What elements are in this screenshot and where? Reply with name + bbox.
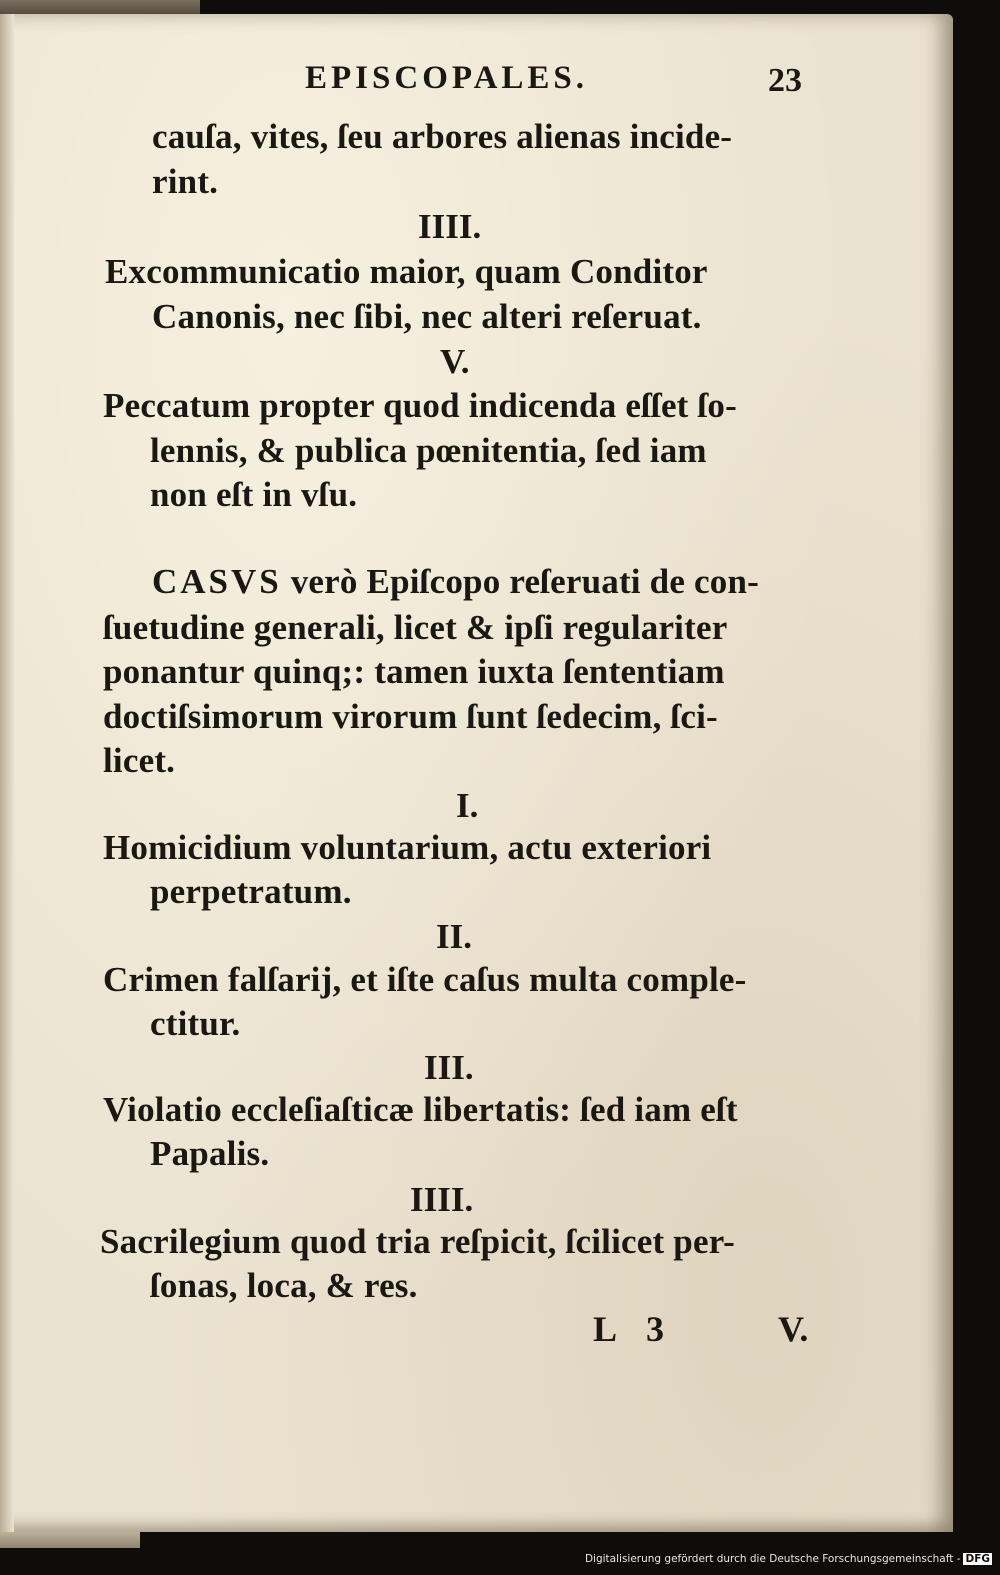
text-line: Excommunicatio maior, quam Conditor [105, 252, 708, 291]
casus-smallcaps: CASVS [152, 562, 282, 601]
text-line: licet. [103, 741, 176, 780]
book-gutter [0, 14, 14, 1532]
text-line: ſonas, loca, & res. [150, 1266, 418, 1305]
section-number: II. [436, 917, 472, 956]
text-line: Homicidium voluntarium, actu exteriori [103, 828, 712, 867]
text-line: lennis, & publica pœnitentia, ſed iam [150, 431, 707, 470]
text-line: Violatio eccleſiaſticæ libertatis: ſed iam eſt [103, 1090, 738, 1129]
text-line: Canonis, nec ſibi, nec alteri reſeruat. [152, 297, 702, 336]
signature-mark: L 3 [593, 1309, 665, 1349]
text-line: Papalis. [150, 1134, 270, 1173]
text-line: ſuetudine generali, licet & ipſi regulariter [103, 608, 728, 647]
section-number: V. [440, 342, 470, 381]
text-line: ponantur quinq;: tamen iuxta ſententiam [103, 652, 725, 691]
text-line: non eſt in vſu. [150, 475, 358, 514]
catchword: V. [778, 1309, 809, 1349]
text-line [152, 562, 759, 602]
section-number: III. [424, 1048, 474, 1087]
text-line: ctitur. [150, 1004, 241, 1043]
text-line: cauſa, vites, ſeu arbores alienas incide- [152, 117, 733, 156]
text-line: Sacrilegium quod tria reſpicit, ſcilicet per- [100, 1222, 735, 1261]
page-number: 23 [768, 62, 802, 99]
section-number: IIII. [418, 207, 482, 246]
text-line: doctiſsimorum virorum ſunt ſedecim, ſci- [103, 697, 718, 736]
text-line: perpetratum. [150, 872, 352, 911]
dfg-logo: DFG [965, 1553, 990, 1565]
text-line: Peccatum propter quod indicenda eſſet ſo- [103, 386, 737, 425]
text-line: Crimen falſarij, et iſte caſus multa comple- [103, 960, 747, 999]
section-number: IIII. [410, 1180, 474, 1219]
credit-text: Digitalisierung gefördert durch die Deutsche Forschungsgemeinschaft - [584, 1553, 961, 1565]
text-line: rint. [152, 162, 219, 201]
text-line-rest: verò Epiſcopo reſeruati de con- [281, 562, 759, 601]
digitization-credit [585, 1553, 992, 1565]
section-number: I. [456, 786, 479, 825]
running-title: EPISCOPALES. [305, 60, 589, 96]
